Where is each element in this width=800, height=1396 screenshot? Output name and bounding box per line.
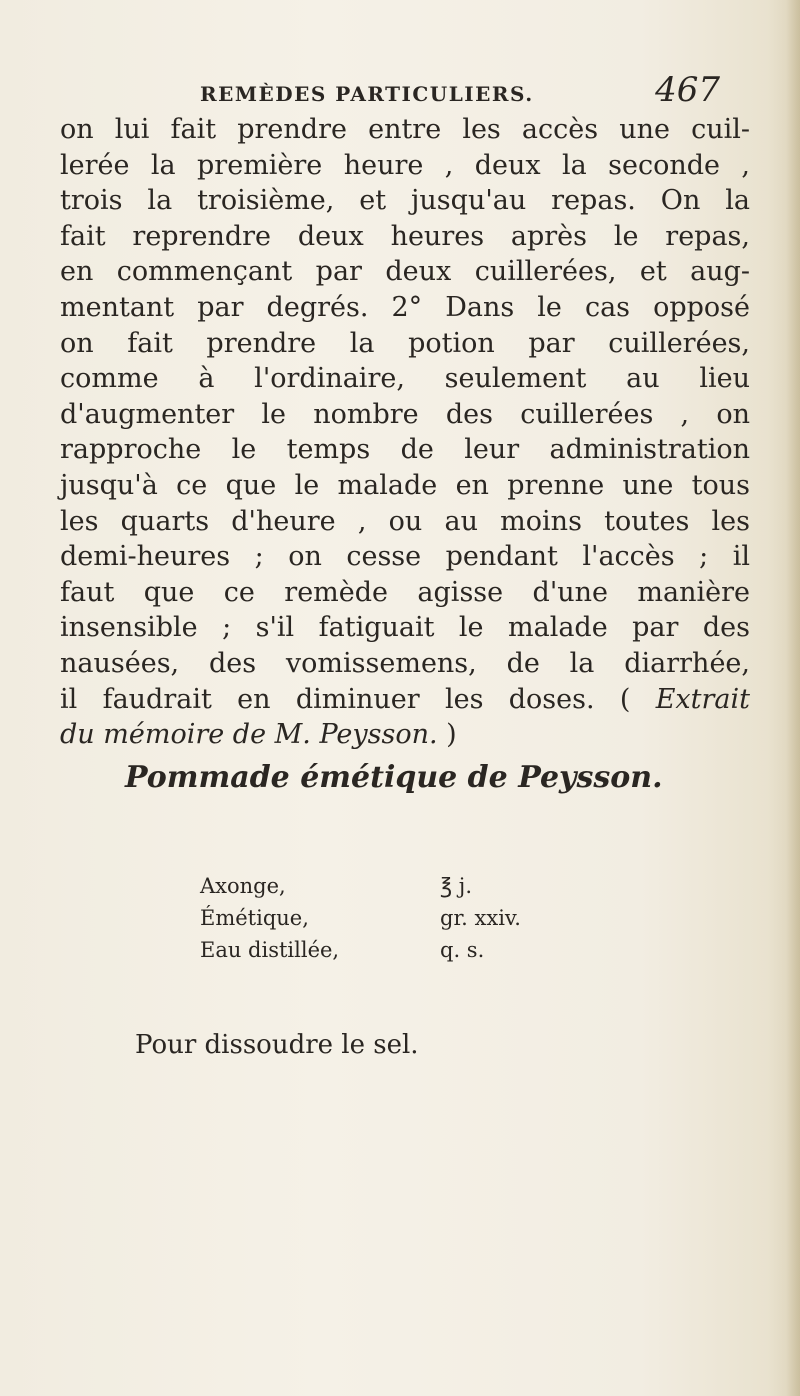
text-line: d'augmenter le nombre des cuillerées , on [60, 398, 750, 430]
recipe-title: Pommade émétique de Peysson. [125, 760, 663, 795]
body-paragraph [60, 112, 750, 753]
ingredient-name: Émétique, [200, 906, 309, 930]
text-line: rapproche le temps de leur administration [60, 434, 750, 466]
recipe-list [200, 870, 620, 966]
recipe-row [200, 902, 620, 934]
ingredient-name: Eau distillée, [200, 938, 340, 962]
citation-line [60, 682, 750, 718]
text-line: jusqu'à ce que le malade en prenne une tous [60, 469, 750, 501]
text-line: il faudrait en diminuer les doses. ( [60, 683, 656, 715]
recipe-row [200, 870, 620, 902]
text-line: fait reprendre deux heures après le repas, [60, 220, 750, 252]
running-head: REMÈDES PARTICULIERS. [200, 82, 534, 106]
text-line: demi-heures ; on cesse pendant l'accès ; il [60, 541, 750, 573]
text-line: lerée la première heure , deux la seconde , [60, 149, 750, 181]
ingredient-quantity: gr. xxiv. [440, 906, 521, 930]
text-line: mentant par degrés. 2° Dans le cas opposé [60, 291, 750, 323]
text-line: comme à l'ordinaire, seulement au lieu [60, 363, 750, 395]
page-edge-shadow [786, 0, 800, 1396]
ingredient-quantity: ℥ j. [440, 874, 472, 898]
text-line: on fait prendre la potion par cuillerées, [60, 327, 750, 359]
citation-italic: du mémoire de M. Peysson. [60, 719, 438, 751]
recipe-note: Pour dissoudre le sel. [135, 1030, 419, 1060]
text-line: nausées, des vomissemens, de la diarrhée, [60, 647, 750, 679]
citation-italic: Extrait [655, 683, 750, 715]
text-line: en commençant par deux cuillerées, et aug- [60, 256, 750, 288]
recipe-row [200, 934, 620, 966]
ingredient-quantity: q. s. [440, 938, 485, 962]
text-line: les quarts d'heure , ou au moins toutes les [60, 505, 750, 537]
citation-line-2 [60, 717, 750, 753]
text-line: on lui fait prendre entre les accès une cuil- [60, 114, 750, 145]
citation-close: ) [437, 719, 457, 751]
ingredient-name: Axonge, [200, 874, 286, 898]
text-line: insensible ; s'il fatiguait le malade par des [60, 612, 750, 644]
page-number: 467 [655, 70, 720, 110]
text-line: faut que ce remède agisse d'une manière [60, 576, 750, 608]
text-line: trois la troisième, et jusqu'au repas. On la [60, 185, 750, 217]
